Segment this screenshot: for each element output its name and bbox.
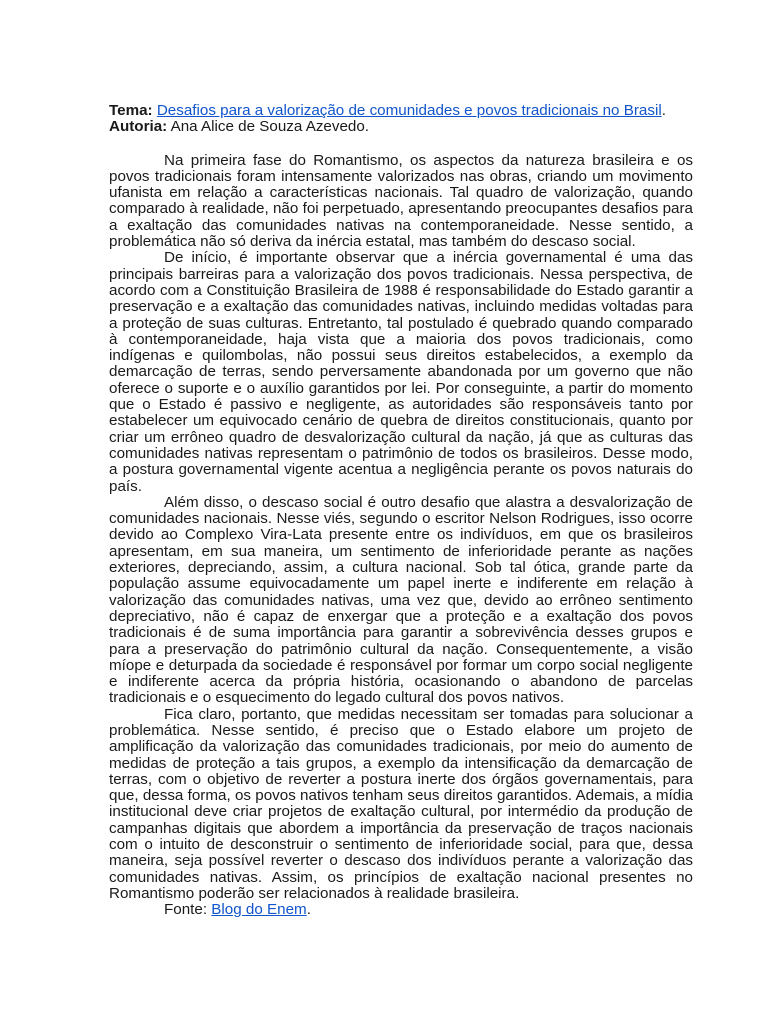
paragraph-development-1: De início, é importante observar que a inércia governamental é uma das principais barreiras para a valorização dos povos tradicionais. Nessa perspectiva, de acordo com a Constituição Brasileira de 1988 é responsabilidade do Estado garantir a preservação e a exaltação das comunidades nativas, incluindo medidas voltadas para a proteção de suas culturas. Entretanto, tal postulado é quebrado quando comparado à contemporaneidade, haja vista que a maioria dos povos tradicionais, como indígenas e quilombolas, não possui seus direitos estabelecidos, a exemplo da demarcação de terras, sendo perversamente abandonada por um governo que não oferece o suporte e o auxílio garantidos por lei. Por conseguinte, a partir do momento que o Estado é passivo e negligente, as autoridades são responsáveis tanto por estabelecer um equivocado cenário de quebra de direitos constitucionais, quanto por criar um errôneo quadro de desvalorização cultural da nação, já que as culturas das comunidades nativas representam o patrimônio de todos os brasileiros. Desse modo, a postura governamental vigente acentua a negligência perante os povos naturais do país. bbox=[109, 249, 693, 495]
source-end: . bbox=[306, 901, 311, 919]
paragraph-development-2: Além disso, o descaso social é outro desafio que alastra a desvalorização de comunidades nacionais. Nesse viés, segundo o escritor Nelson Rodrigues, isso ocorre devido ao Complexo Vira-Lata presente entre os indivíduos, em que os brasileiros apresentam, em sua maneira, um sentimento de inferioridade perante as nações exteriores, depreciando, assim, a cultura nacional. Sob tal ótica, grande parte da população assume equivocadamente um papel inerte e indiferente em relação à valorização das comunidades nativas, uma vez que, devido ao errôneo sentimento depreciativo, não é capaz de enxergar que a proteção e a exaltação dos povos tradicionais é de suma importância para garantir a sobrevivência desses grupos e para a preservação do patrimônio cultural da nação. Consequentemente, a visão míope e deturpada da sociedade é responsável por formar um corpo social negligente e indiferente acerca da própria história, ocasionando o abandono de parcelas tradicionais e o esquecimento do legado cultural dos povos nativos. bbox=[109, 493, 693, 707]
tema-line bbox=[109, 103, 693, 119]
tema-label: Tema: bbox=[109, 102, 153, 119]
source-label: Fonte: bbox=[164, 901, 208, 919]
document-page bbox=[109, 103, 693, 919]
autoria-label: Autoria: bbox=[109, 118, 168, 136]
paragraph-conclusion: Fica claro, portanto, que medidas necessitam ser tomadas para solucionar a problemática. Nesse sentido, é preciso que o Estado elabore um projeto de amplificação da valorização das comunidades tradicionais, por meio do aumento de medidas de proteção a tais grupos, a exemplo da intensificação da demarcação de terras, com o objetivo de reverter a postura inerte dos órgãos governamentais, para que, dessa forma, os povos nativos tenham seus direitos garantidos. Ademais, a mídia institucional deve criar projetos de exaltação cultural, por intermédio da produção de campanhas digitais que abordem a importância da preservação de traços nacionais com o intuito de desconstruir o sentimento de inferioridade social, para que, dessa maneira, seja possível reverter o descaso dos indivíduos perante a valorização das comunidades nativas. Assim, os princípios de exaltação nacional presentes no Romantismo poderão ser relacionados à realidade brasileira. bbox=[109, 705, 693, 902]
tema-end: . bbox=[661, 102, 666, 119]
autoria-line bbox=[109, 119, 693, 135]
spacer bbox=[109, 136, 693, 153]
tema-link[interactable]: Desafios para a valorização de comunidades e povos tradicionais no Brasil bbox=[156, 102, 662, 119]
paragraph-intro: Na primeira fase do Romantismo, os aspectos da natureza brasileira e os povos tradicionais foram intensamente valorizados nas obras, criando um movimento ufanista em relação a características nacionais. Tal quadro de valorização, quando comparado à realidade, não foi perpetuado, apresentando preocupantes desafios para a exaltação das comunidades nativas na contemporaneidade. Nesse sentido, a problemática não só deriva da inércia estatal, mas também do descaso social. bbox=[109, 151, 693, 251]
autoria-value: Ana Alice de Souza Azevedo. bbox=[170, 118, 370, 136]
source-line bbox=[109, 902, 693, 918]
source-link[interactable]: Blog do Enem bbox=[211, 901, 307, 919]
